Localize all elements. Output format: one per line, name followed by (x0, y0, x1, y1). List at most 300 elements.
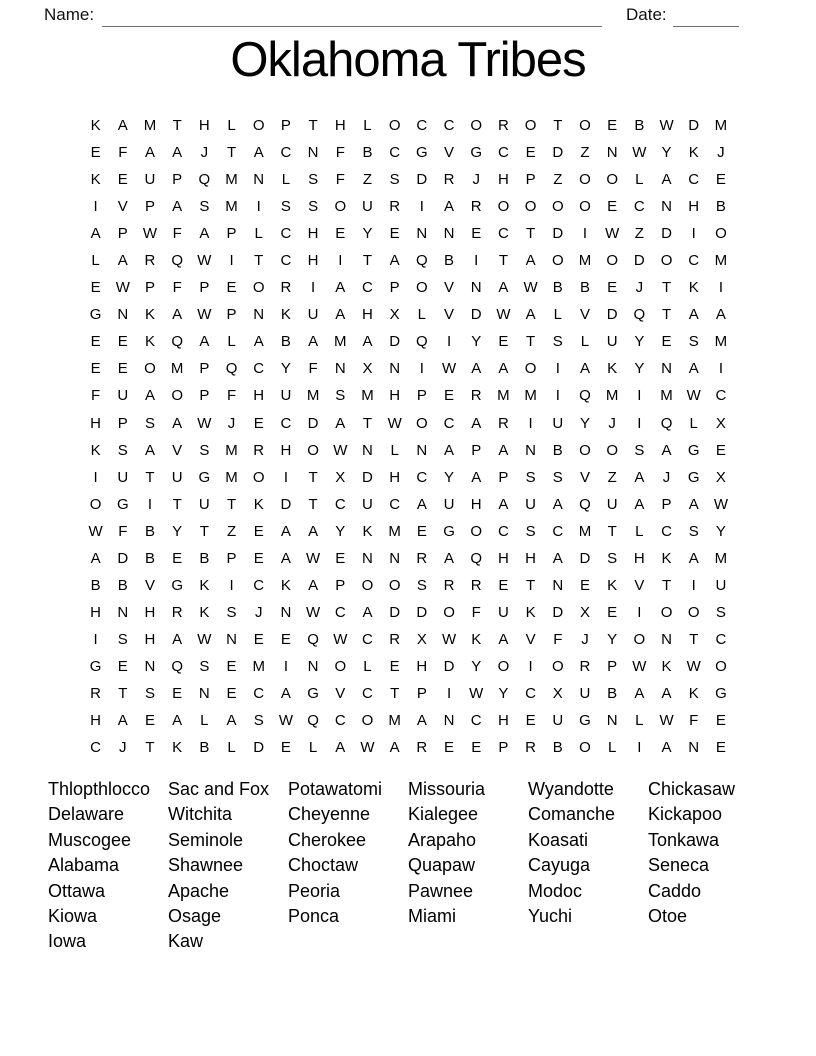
grid-letter: D (552, 144, 564, 162)
grid-letter: T (172, 117, 182, 135)
grid-letter: U (198, 495, 210, 513)
grid-letter: K (199, 576, 210, 594)
grid-letter: O (660, 603, 673, 621)
grid-letter: A (144, 441, 155, 459)
grid-letter: E (90, 360, 101, 378)
grid-letter: T (254, 252, 264, 270)
grid-letter: P (144, 198, 155, 216)
grid-letter: E (253, 414, 264, 432)
grid-letter: C (715, 387, 727, 405)
grid-letter: M (497, 387, 510, 405)
grid-letter: C (389, 495, 401, 513)
grid-letter: A (280, 685, 291, 702)
grid-letter: O (252, 468, 265, 486)
grid-letter: S (389, 171, 400, 189)
grid-letter: S (688, 522, 699, 540)
grid-letter: O (551, 198, 564, 216)
grid-letter: G (89, 657, 102, 675)
grid-letter: N (307, 144, 319, 162)
grid-letter: K (688, 144, 699, 162)
grid-letter: W (713, 495, 728, 513)
grid-letter: U (552, 414, 564, 432)
grid-letter: K (90, 171, 101, 189)
grid-letter: O (361, 712, 374, 730)
grid-letter: O (334, 198, 347, 216)
grid-letter: O (524, 360, 537, 378)
grid-letter: A (90, 549, 101, 567)
grid-letter: K (471, 630, 482, 648)
grid-letter: E (416, 522, 427, 540)
grid-letter: A (308, 576, 319, 594)
grid-letter: I (446, 685, 452, 702)
grid-letter: D (606, 306, 618, 324)
grid-letter: I (283, 657, 288, 675)
grid-letter: W (88, 522, 103, 540)
grid-letter: O (334, 657, 347, 675)
grid-letter: A (471, 468, 482, 486)
grid-letter: F (471, 603, 481, 621)
grid-letter: O (524, 117, 537, 135)
grid-letter: L (607, 739, 617, 757)
grid-letter: X (389, 306, 400, 324)
grid-letter: G (89, 306, 102, 324)
word-item: Osage (168, 906, 222, 927)
grid-letter: L (635, 522, 644, 540)
grid-letter: J (472, 171, 480, 189)
grid-letter: C (280, 414, 292, 432)
grid-letter: J (662, 468, 671, 486)
grid-letter: R (443, 171, 455, 189)
grid-letter: Q (198, 171, 211, 189)
grid-letter: T (172, 495, 182, 513)
grid-letter: H (144, 603, 156, 621)
grid-letter: K (280, 306, 291, 324)
grid-letter: A (688, 306, 699, 324)
grid-letter: I (229, 576, 234, 594)
grid-letter: M (524, 387, 537, 405)
grid-letter: M (225, 171, 238, 189)
grid-letter: D (661, 225, 672, 243)
grid-letter: C (253, 360, 265, 378)
grid-letter: T (553, 117, 563, 135)
grid-letter: E (579, 576, 590, 594)
grid-letter: M (170, 360, 184, 378)
word-item: Shawnee (168, 855, 244, 876)
grid-letter: R (497, 117, 509, 135)
grid-letter: D (552, 225, 564, 243)
grid-letter: C (334, 712, 346, 730)
word-list-column (288, 777, 408, 955)
grid-letter: P (117, 225, 128, 243)
grid-letter: E (444, 387, 455, 405)
grid-letter: O (416, 279, 428, 297)
grid-letter: H (389, 468, 401, 486)
grid-letter: N (362, 549, 373, 567)
word-item: Sac and Fox (168, 779, 270, 799)
grid-letter: S (308, 198, 319, 216)
grid-letter: B (634, 117, 645, 135)
grid-letter: Y (634, 333, 645, 351)
grid-letter: U (362, 198, 373, 216)
grid-letter: K (688, 279, 699, 297)
grid-letter: W (632, 144, 647, 162)
grid-letter: Y (634, 360, 645, 378)
grid-letter: O (171, 387, 183, 405)
grid-letter: R (470, 198, 482, 216)
grid-letter: A (688, 549, 699, 567)
grid-letter: E (715, 441, 726, 459)
grid-letter: S (144, 685, 155, 702)
grid-letter: T (145, 739, 155, 757)
grid-letter: Q (171, 333, 183, 351)
grid-letter: A (416, 495, 427, 513)
grid-letter: E (715, 712, 726, 730)
grid-letter: A (308, 333, 319, 351)
word-item: Kialegee (408, 804, 479, 825)
grid-letter: A (471, 414, 482, 432)
grid-letter: R (525, 739, 537, 757)
grid-letter: C (253, 685, 265, 702)
grid-letter: T (308, 117, 318, 135)
grid-letter: I (256, 198, 261, 216)
grid-letter: S (715, 603, 726, 621)
grid-letter: O (497, 657, 510, 675)
grid-letter: A (661, 171, 672, 189)
grid-letter: S (634, 441, 645, 459)
word-item: Ottawa (48, 880, 106, 901)
grid-letter: K (253, 495, 264, 513)
grid-letter: C (443, 414, 455, 432)
grid-letter: H (470, 495, 482, 513)
grid-letter: D (117, 549, 129, 567)
grid-letter: C (334, 495, 346, 513)
word-item: Caddo (648, 880, 702, 901)
grid-letter: L (635, 712, 644, 730)
grid-letter: O (470, 522, 483, 540)
grid-letter: C (416, 468, 428, 486)
grid-letter: F (335, 171, 345, 189)
grid-letter: I (474, 252, 479, 270)
grid-letter: E (607, 603, 618, 621)
grid-letter: I (555, 387, 560, 405)
grid-letter: E (498, 576, 509, 594)
grid-letter: H (334, 117, 346, 135)
grid-letter: O (660, 252, 673, 270)
word-item: Tonkawa (648, 829, 720, 850)
grid-letter: H (416, 657, 428, 675)
grid-letter: W (686, 387, 701, 405)
grid-letter: F (118, 144, 128, 162)
grid-letter: P (117, 414, 128, 432)
grid-letter: U (552, 712, 564, 730)
grid-letter: U (606, 495, 618, 513)
grid-letter: C (470, 712, 482, 730)
grid-letter: T (498, 252, 508, 270)
grid-letter: Q (307, 630, 319, 648)
grid-letter: Y (661, 144, 672, 162)
grid-letter: I (446, 333, 452, 351)
grid-letter: K (661, 657, 672, 675)
grid-letter: A (335, 414, 346, 432)
grid-letter: B (607, 685, 618, 702)
grid-letter: I (637, 387, 642, 405)
grid-letter: N (661, 630, 672, 648)
grid-letter: E (389, 225, 400, 243)
grid-letter: R (280, 279, 292, 297)
grid-letter: B (280, 333, 291, 351)
grid-letter: M (388, 712, 401, 730)
grid-letter: A (389, 252, 400, 270)
grid-letter: C (688, 252, 700, 270)
word-item: Peoria (288, 880, 341, 901)
grid-letter: W (659, 117, 674, 135)
grid-letter: P (416, 387, 427, 405)
grid-letter: M (252, 657, 265, 675)
word-item: Ponca (288, 906, 340, 927)
grid-letter: N (416, 225, 428, 243)
grid-letter: X (335, 468, 346, 486)
grid-letter: M (225, 468, 238, 486)
grid-letter: O (470, 117, 483, 135)
grid-letter: I (718, 360, 723, 378)
grid-letter: M (714, 333, 728, 351)
grid-letter: A (199, 225, 210, 243)
grid-letter: D (443, 657, 455, 675)
grid-letter: X (579, 603, 590, 621)
grid-letter: E (226, 279, 237, 297)
grid-letter: M (714, 549, 728, 567)
grid-letter: L (689, 414, 698, 432)
grid-letter: T (362, 414, 373, 432)
word-item: Arapaho (408, 829, 477, 850)
grid-letter: U (280, 387, 292, 405)
word-item: Witchita (168, 804, 233, 825)
grid-letter: M (714, 252, 728, 270)
grid-letter: A (253, 333, 264, 351)
grid-letter: W (115, 279, 130, 297)
grid-letter: E (335, 225, 346, 243)
grid-letter: Q (470, 549, 483, 567)
grid-letter: S (117, 630, 128, 648)
grid-letter: L (635, 171, 644, 189)
grid-letter: L (227, 333, 236, 351)
grid-letter: B (715, 198, 726, 216)
grid-letter: O (606, 171, 618, 189)
word-item: Kiowa (48, 906, 98, 927)
grid-letter: O (715, 657, 727, 675)
grid-letter: I (555, 360, 560, 378)
grid-letter: N (606, 144, 618, 162)
grid-letter: W (333, 630, 348, 648)
grid-letter: A (335, 739, 346, 757)
grid-letter: U (497, 603, 509, 621)
grid-letter: C (497, 144, 509, 162)
grid-letter: E (117, 333, 128, 351)
grid-letter: T (661, 576, 672, 594)
grid-letter: Q (416, 333, 428, 351)
grid-letter: B (144, 549, 155, 567)
grid-letter: V (117, 198, 128, 216)
grid-letter: T (199, 522, 209, 540)
grid-letter: P (144, 279, 155, 297)
grid-letter: F (308, 360, 318, 378)
grid-letter: W (441, 630, 457, 648)
grid-letter: J (635, 279, 644, 297)
grid-letter: Y (579, 414, 590, 432)
grid-letter: I (147, 495, 153, 513)
grid-letter: N (253, 306, 265, 324)
word-item: Otoe (648, 906, 688, 927)
grid-letter: K (525, 603, 536, 621)
grid-letter: Y (471, 333, 482, 351)
grid-letter: O (144, 360, 156, 378)
grid-letter: W (360, 739, 375, 757)
grid-letter: R (470, 387, 482, 405)
grid-letter: C (90, 739, 102, 757)
grid-letter: X (715, 468, 726, 486)
grid-letter: O (388, 576, 401, 594)
grid-letter: P (199, 279, 210, 297)
grid-letter: N (307, 657, 319, 675)
grid-letter: I (338, 252, 343, 270)
grid-letter: I (93, 468, 98, 486)
grid-letter: I (419, 360, 424, 378)
grid-letter: G (116, 495, 129, 513)
word-item: Koasati (528, 829, 589, 850)
grid-letter: N (362, 441, 373, 459)
grid-letter: O (252, 117, 265, 135)
grid-letter: T (661, 306, 672, 324)
grid-letter: U (144, 171, 156, 189)
grid-letter: A (444, 441, 455, 459)
grid-letter: H (497, 171, 509, 189)
grid-letter: V (579, 468, 590, 486)
grid-letter: H (144, 630, 156, 648)
grid-letter: W (278, 712, 293, 730)
grid-letter: E (280, 630, 291, 648)
grid-letter: G (579, 712, 591, 730)
grid-letter: O (89, 495, 102, 513)
grid-letter: U (307, 306, 319, 324)
grid-letter: N (606, 712, 618, 730)
grid-letter: E (117, 360, 128, 378)
grid-letter: F (689, 712, 699, 730)
word-item: Kaw (168, 931, 204, 952)
grid-letter: A (335, 279, 346, 297)
grid-letter: H (90, 603, 102, 621)
grid-letter: M (388, 522, 401, 540)
grid-letter: N (389, 360, 401, 378)
word-item: Alabama (48, 855, 120, 876)
grid-letter: V (144, 576, 155, 594)
grid-letter: V (634, 576, 645, 594)
grid-letter: W (523, 279, 538, 297)
grid-letter: R (579, 657, 591, 675)
grid-letter: O (579, 441, 591, 459)
grid-letter: G (470, 144, 483, 162)
grid-letter: E (117, 657, 128, 675)
grid-letter: A (172, 198, 183, 216)
grid-letter: B (362, 144, 373, 162)
word-item: Missouria (408, 779, 486, 799)
grid-letter: K (688, 685, 699, 702)
grid-letter: D (416, 603, 428, 621)
grid-letter: D (253, 739, 265, 757)
grid-letter: G (715, 685, 727, 702)
word-item: Cheyenne (288, 804, 371, 825)
grid-letter: P (607, 657, 618, 675)
grid-letter: J (717, 144, 725, 162)
grid-letter: R (443, 576, 455, 594)
grid-letter: T (308, 468, 318, 486)
grid-letter: A (498, 279, 509, 297)
grid-letter: F (335, 144, 345, 162)
grid-letter: D (552, 603, 564, 621)
grid-letter: Y (471, 657, 482, 675)
grid-letter: Q (416, 252, 428, 270)
grid-letter: C (253, 576, 265, 594)
grid-letter: W (197, 306, 212, 324)
grid-letter: M (225, 198, 238, 216)
grid-letter: J (608, 414, 616, 432)
grid-letter: N (334, 360, 346, 378)
grid-letter: H (253, 387, 265, 405)
grid-letter: C (715, 630, 727, 648)
grid-letter: N (280, 603, 292, 621)
grid-letter: A (280, 522, 291, 540)
grid-letter: M (660, 387, 673, 405)
grid-letter: M (578, 522, 592, 540)
grid-letter: N (443, 712, 455, 730)
grid-letter: F (226, 387, 237, 405)
word-list-column (48, 777, 168, 955)
grid-letter: E (525, 712, 536, 730)
grid-letter: A (172, 712, 183, 730)
date-label: Date: (626, 5, 667, 24)
grid-letter: A (416, 712, 427, 730)
grid-letter: A (661, 685, 672, 702)
grid-letter: R (144, 252, 156, 270)
grid-letter: P (389, 279, 400, 297)
grid-letter: O (687, 603, 700, 621)
grid-letter: L (417, 306, 427, 324)
grid-letter: K (280, 576, 291, 594)
date-blank-line (673, 26, 739, 27)
grid-letter: A (253, 144, 264, 162)
grid-letter: Q (579, 495, 591, 513)
grid-letter: S (416, 576, 427, 594)
grid-letter: P (335, 576, 346, 594)
grid-letter: N (443, 225, 455, 243)
grid-letter: I (637, 739, 642, 757)
grid-letter: N (470, 279, 482, 297)
grid-letter: A (389, 739, 400, 757)
word-list-column (168, 777, 288, 955)
grid-letter: O (524, 198, 537, 216)
grid-letter: G (687, 441, 700, 459)
grid-letter: U (443, 495, 455, 513)
grid-letter: W (469, 685, 484, 702)
grid-letter: D (688, 117, 700, 135)
grid-letter: E (226, 657, 237, 675)
grid-letter: B (90, 576, 101, 594)
grid-letter: X (416, 630, 427, 648)
grid-letter: O (443, 603, 455, 621)
grid-letter: U (579, 685, 591, 702)
grid-letter: I (93, 198, 98, 216)
grid-letter: J (227, 414, 236, 432)
grid-letter: T (526, 225, 536, 243)
